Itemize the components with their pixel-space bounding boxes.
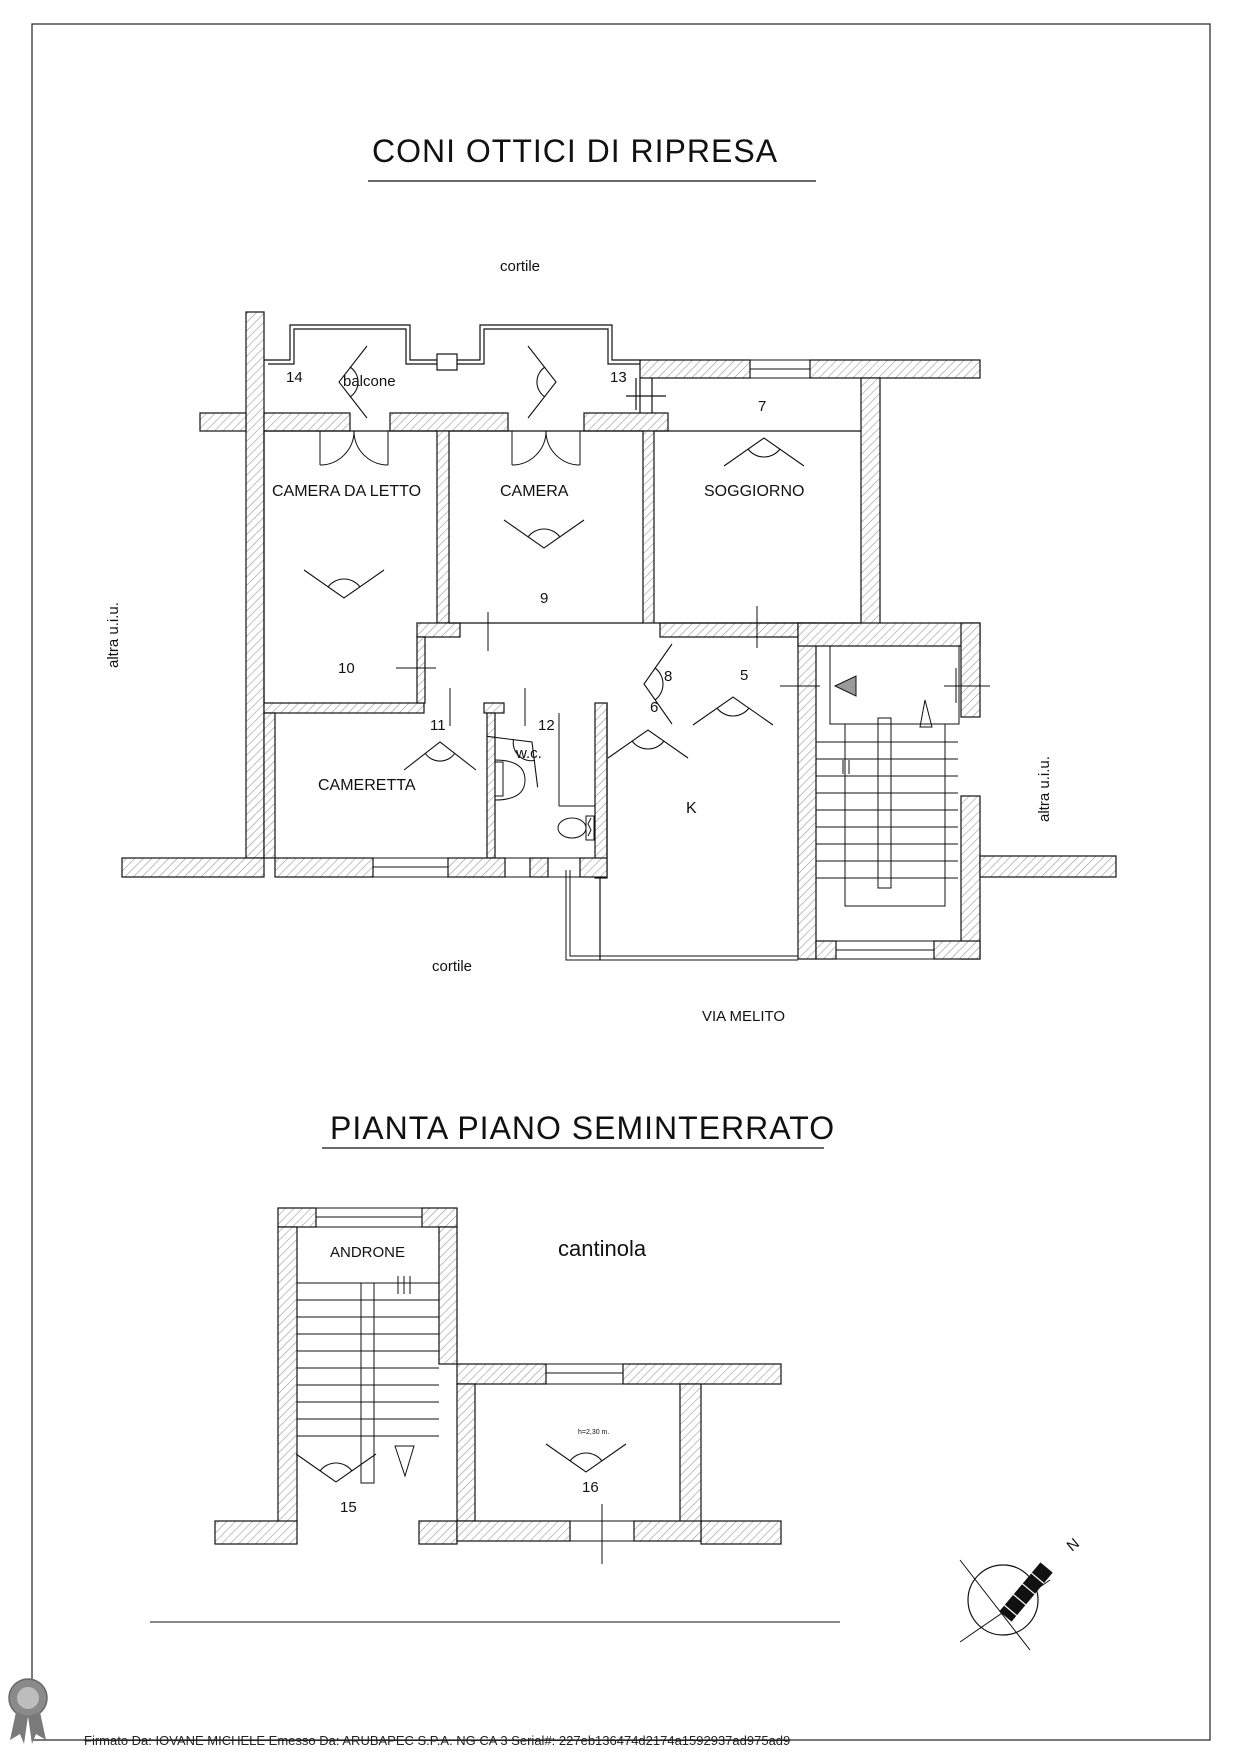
- camera-point-label: 15: [340, 1499, 357, 1516]
- camera-point-label: 9: [540, 590, 549, 607]
- room-label-androne: ANDRONE: [330, 1244, 406, 1261]
- camera-cone: [304, 570, 384, 598]
- north-letter: N: [1063, 1535, 1083, 1556]
- height-note: h=2,30 m.: [578, 1429, 610, 1436]
- camera-point-label: 7: [758, 398, 767, 415]
- sheet-frame: [32, 24, 1210, 1740]
- room-label-wc: w.c.: [516, 745, 542, 762]
- camera-cone: [528, 346, 556, 418]
- main-title: CONI OTTICI DI RIPRESA: [372, 133, 779, 169]
- room-label-soggiorno: SOGGIORNO: [704, 483, 805, 500]
- floor-plan: [105, 258, 1116, 1025]
- digital-signature: Firmato Da: IOVANE MICHELE Emesso Da: ARUBAPEC S.P.A. NG CA 3 Serial#: 227eb136474d2174a1592937ad975ad9: [84, 1733, 791, 1748]
- camera-point-label: 8: [664, 668, 673, 685]
- camera-point-label: 11: [430, 717, 446, 734]
- camera-cone: [546, 1444, 626, 1472]
- main-stair: [816, 646, 959, 906]
- street-label: VIA MELITO: [702, 1008, 786, 1025]
- room-label-cantinola: cantinola: [558, 1236, 647, 1261]
- camera-cone: [404, 742, 476, 770]
- room-label-camera-da-letto: CAMERA DA LETTO: [272, 483, 422, 500]
- camera-cone: [724, 438, 804, 466]
- altra-uiu-left-label: altra u.i.u.: [105, 602, 122, 668]
- north-arrow-icon: [960, 1535, 1083, 1650]
- cortile-top-label: cortile: [500, 258, 541, 275]
- camera-point-label: 12: [538, 717, 555, 734]
- room-label-kitchen: K: [686, 800, 697, 817]
- altra-uiu-right-label: altra u.i.u.: [1036, 756, 1053, 822]
- room-label-balcone: balcone: [343, 373, 396, 390]
- basement-title: PIANTA PIANO SEMINTERRATO: [330, 1110, 836, 1146]
- cortile-bottom-label: cortile: [432, 958, 473, 975]
- room-label-cameretta: CAMERETTA: [318, 777, 416, 794]
- camera-cone: [608, 730, 688, 758]
- basement-walls: [215, 1208, 781, 1544]
- basement-plan: [215, 1208, 781, 1564]
- balcony-outline: [264, 325, 666, 413]
- room-lines: [264, 431, 861, 960]
- camera-point-label: 5: [740, 667, 749, 684]
- camera-cone: [504, 520, 584, 548]
- camera-cone: [296, 1454, 376, 1482]
- camera-point-label: 6: [650, 699, 659, 716]
- room-label-camera: CAMERA: [500, 483, 569, 500]
- camera-point-label: 13: [610, 369, 627, 386]
- seal-icon: [9, 1679, 47, 1744]
- camera-point-label: 10: [338, 660, 355, 677]
- camera-cone: [693, 697, 773, 725]
- walls: [122, 312, 1116, 959]
- camera-point-label: 14: [286, 369, 303, 386]
- camera-point-label: 16: [582, 1479, 599, 1496]
